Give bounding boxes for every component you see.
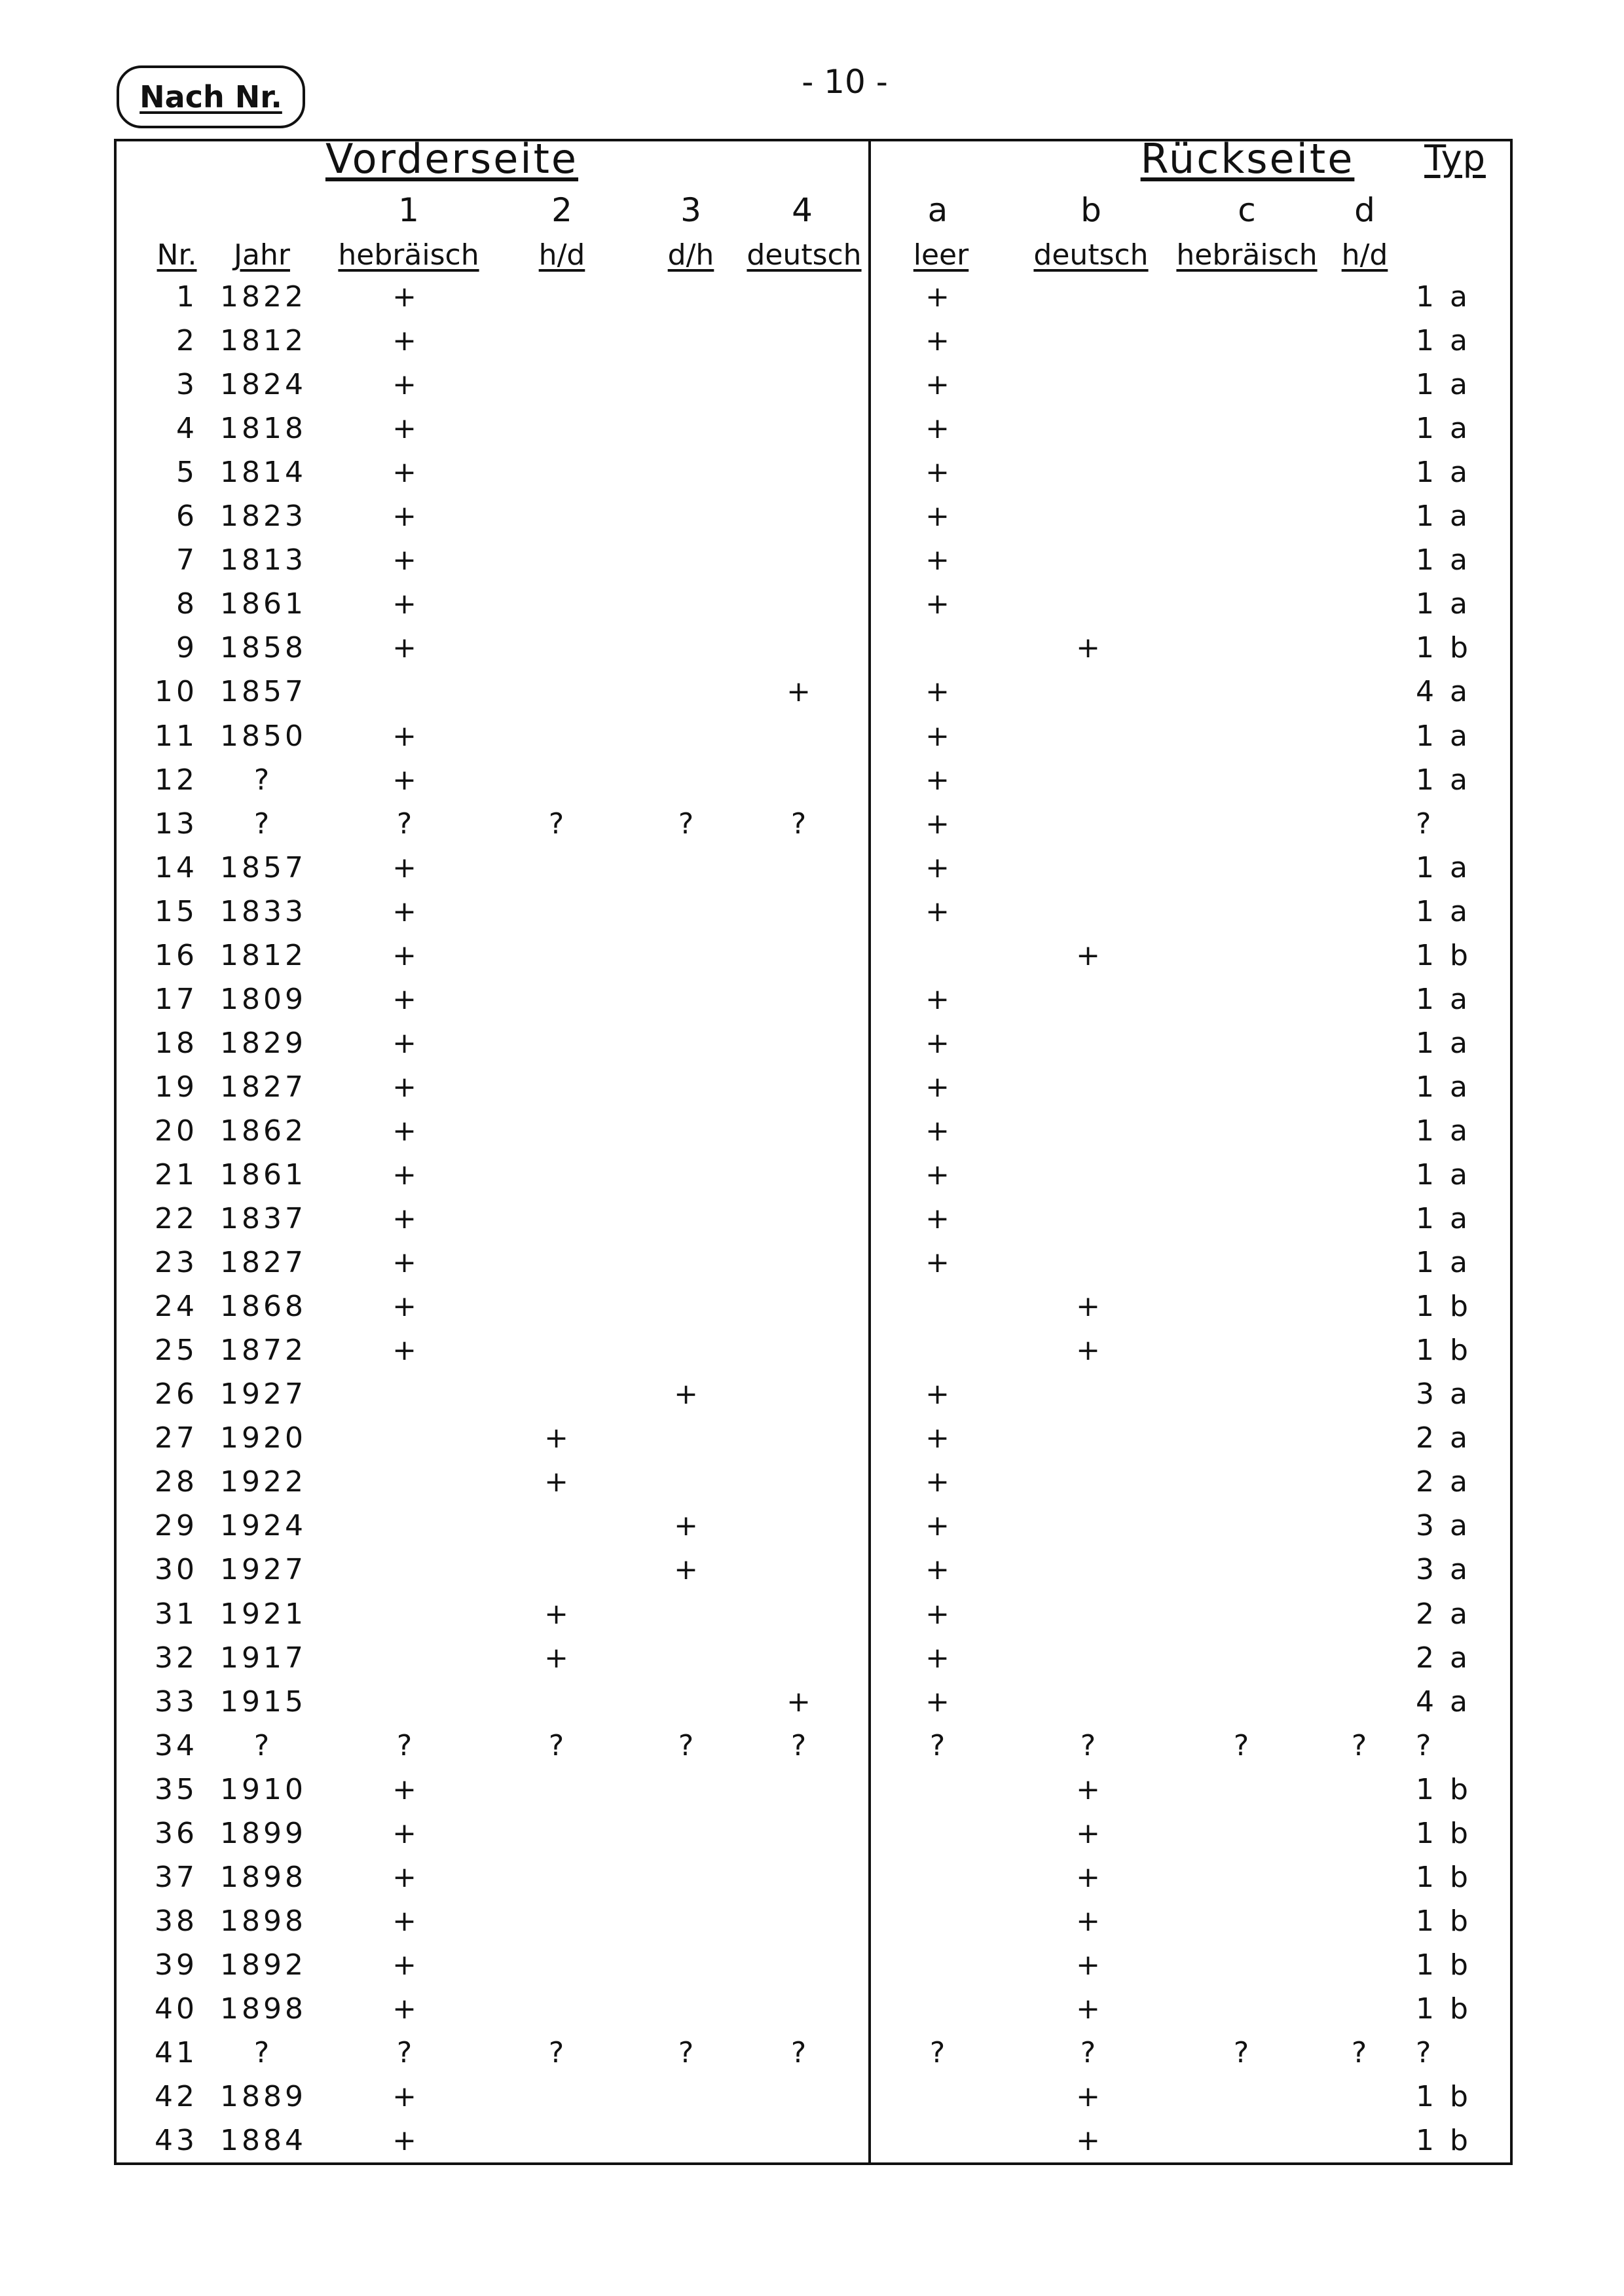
cell-nr: 29 <box>155 1509 198 1543</box>
cell-nr: 38 <box>155 1904 198 1938</box>
cell-typ: 2 a <box>1416 1597 1471 1631</box>
cell-nr: 15 <box>155 894 198 928</box>
cell-hebraeisch: + <box>392 500 420 534</box>
cell-nr: 25 <box>155 1334 198 1368</box>
cell-nr: 24 <box>155 1290 198 1324</box>
cell-typ: 1 a <box>1416 280 1471 314</box>
cell-leer: + <box>925 412 953 446</box>
cell-nr: 16 <box>155 938 198 972</box>
cell-typ: ? <box>1416 807 1435 841</box>
cell-hebraeisch: + <box>392 324 420 358</box>
cell-jahr: 1809 <box>220 982 306 1016</box>
cell-jahr: 1837 <box>220 1202 306 1236</box>
cell-nr: 9 <box>176 631 198 665</box>
cell-typ: 1 b <box>1416 2124 1471 2158</box>
cell-jahr: 1884 <box>220 2124 306 2158</box>
cell-hebraeisch: + <box>392 1992 420 2026</box>
cell-deutsch-back: ? <box>1080 2036 1099 2069</box>
cell-leer: + <box>925 1553 953 1587</box>
cell-jahr: 1910 <box>220 1772 306 1806</box>
header-jahr: Jahr <box>234 238 290 272</box>
cell-hebraeisch: + <box>392 543 420 577</box>
cell-jahr: 1892 <box>220 1948 306 1982</box>
cell-jahr: ? <box>253 807 273 841</box>
cell-typ: ? <box>1416 2036 1435 2069</box>
cell-typ: 3 a <box>1416 1553 1471 1587</box>
cell-typ: 1 a <box>1416 1070 1471 1104</box>
cell-typ: 1 b <box>1416 1334 1471 1368</box>
cell-hd: ? <box>548 807 568 841</box>
cell-hebraeisch: + <box>392 1334 420 1368</box>
cell-leer: ? <box>929 1728 949 1762</box>
cell-jahr: 1822 <box>220 280 306 314</box>
header-num-3: 3 <box>680 191 701 229</box>
cell-typ: 1 a <box>1416 500 1471 534</box>
cell-deutsch: ? <box>790 2036 810 2069</box>
cell-leer: + <box>925 719 953 753</box>
cell-nr: 6 <box>176 500 198 534</box>
cell-dh: ? <box>678 807 697 841</box>
cell-deutsch: ? <box>790 1728 810 1762</box>
cell-jahr: 1921 <box>220 1597 306 1631</box>
cell-dh: + <box>674 1553 701 1587</box>
cell-typ: ? <box>1416 1728 1435 1762</box>
cell-nr: 41 <box>155 2036 198 2069</box>
cell-deutsch-back: + <box>1076 631 1103 665</box>
header-typ: Typ <box>1424 137 1486 179</box>
header-letter-d: d <box>1354 191 1375 229</box>
cell-jahr: ? <box>253 763 273 797</box>
cell-leer: + <box>925 456 953 490</box>
cell-nr: 37 <box>155 1860 198 1894</box>
cell-deutsch-back: + <box>1076 1334 1103 1368</box>
header-rueckseite: Rückseite <box>1140 135 1355 183</box>
cell-jahr: 1861 <box>220 587 306 621</box>
cell-jahr: 1812 <box>220 324 306 358</box>
cell-jahr: 1814 <box>220 456 306 490</box>
cell-leer: + <box>925 500 953 534</box>
cell-jahr: 1927 <box>220 1377 306 1412</box>
cell-hebraeisch: + <box>392 1904 420 1938</box>
header-dh-front: d/h <box>667 238 714 272</box>
cell-nr: 21 <box>155 1158 198 1192</box>
cell-hebraeisch: + <box>392 631 420 665</box>
cell-deutsch-back: + <box>1076 2124 1103 2158</box>
cell-leer: + <box>925 1597 953 1631</box>
header-letter-a: a <box>927 191 948 229</box>
cell-nr: 35 <box>155 1772 198 1806</box>
cell-leer: + <box>925 982 953 1016</box>
cell-leer: + <box>925 1026 953 1060</box>
cell-nr: 39 <box>155 1948 198 1982</box>
cell-deutsch-back: + <box>1076 1948 1103 1982</box>
cell-nr: 12 <box>155 763 198 797</box>
cell-jahr: ? <box>253 1728 273 1762</box>
cell-hd-back: ? <box>1351 2036 1371 2069</box>
cell-hebraeisch: + <box>392 412 420 446</box>
cell-hebraeisch: + <box>392 719 420 753</box>
cell-nr: 30 <box>155 1553 198 1587</box>
cell-typ: 1 a <box>1416 543 1471 577</box>
cell-leer: + <box>925 1641 953 1675</box>
cell-typ: 1 b <box>1416 1772 1471 1806</box>
cell-typ: 1 a <box>1416 763 1471 797</box>
cell-typ: 1 a <box>1416 324 1471 358</box>
cell-typ: 1 a <box>1416 368 1471 402</box>
cell-nr: 22 <box>155 1202 198 1236</box>
cell-leer: + <box>925 1377 953 1412</box>
cell-nr: 40 <box>155 1992 198 2026</box>
header-leer: leer <box>913 238 969 272</box>
page-number: - 10 - <box>802 63 888 101</box>
header-hebraeisch-front: hebräisch <box>338 238 479 272</box>
cell-typ: 2 a <box>1416 1421 1471 1455</box>
cell-hebraeisch: + <box>392 1860 420 1894</box>
header-letter-c: c <box>1238 191 1256 229</box>
cell-hebraeisch: + <box>392 2124 420 2158</box>
cell-leer: + <box>925 1246 953 1280</box>
cell-nr: 32 <box>155 1641 198 1675</box>
cell-deutsch: + <box>786 675 814 709</box>
cell-jahr: 1889 <box>220 2080 306 2114</box>
cell-nr: 8 <box>176 587 198 621</box>
cell-deutsch-back: + <box>1076 1860 1103 1894</box>
cell-dh: + <box>674 1509 701 1543</box>
cell-leer: + <box>925 368 953 402</box>
cell-deutsch-back: + <box>1076 1904 1103 1938</box>
cell-dh: + <box>674 1377 701 1412</box>
cell-jahr: 1861 <box>220 1158 306 1192</box>
cell-hebraeisch: + <box>392 850 420 884</box>
cell-jahr: 1850 <box>220 719 306 753</box>
cell-hebraeisch: ? <box>396 2036 416 2069</box>
cell-nr: 14 <box>155 850 198 884</box>
cell-hebraeisch-back: ? <box>1233 1728 1253 1762</box>
cell-hd: ? <box>548 2036 568 2069</box>
cell-typ: 1 a <box>1416 719 1471 753</box>
cell-deutsch: ? <box>790 807 810 841</box>
cell-hebraeisch: + <box>392 1246 420 1280</box>
header-hebraeisch-back: hebräisch <box>1176 238 1318 272</box>
cell-leer: + <box>925 675 953 709</box>
cell-typ: 1 a <box>1416 982 1471 1016</box>
table-frame <box>114 139 1513 2165</box>
cell-typ: 1 b <box>1416 1290 1471 1324</box>
cell-jahr: 1857 <box>220 675 306 709</box>
cell-leer: + <box>925 1114 953 1148</box>
header-nr: Nr. <box>157 238 197 272</box>
cell-nr: 19 <box>155 1070 198 1104</box>
cell-leer: + <box>925 1070 953 1104</box>
header-num-4: 4 <box>792 191 813 229</box>
cell-jahr: 1818 <box>220 412 306 446</box>
cell-jahr: 1868 <box>220 1290 306 1324</box>
cell-hebraeisch: + <box>392 763 420 797</box>
cell-dh: ? <box>678 2036 697 2069</box>
nach-nr-badge <box>117 65 305 128</box>
cell-nr: 31 <box>155 1597 198 1631</box>
cell-typ: 1 a <box>1416 1246 1471 1280</box>
cell-deutsch-back: + <box>1076 1290 1103 1324</box>
cell-nr: 2 <box>176 324 198 358</box>
cell-deutsch-back: + <box>1076 2080 1103 2114</box>
cell-nr: 34 <box>155 1728 198 1762</box>
cell-deutsch-back: ? <box>1080 1728 1099 1762</box>
cell-hebraeisch: + <box>392 1158 420 1192</box>
cell-typ: 1 a <box>1416 894 1471 928</box>
cell-leer: + <box>925 1685 953 1719</box>
cell-jahr: 1898 <box>220 1904 306 1938</box>
cell-leer: + <box>925 1421 953 1455</box>
cell-hebraeisch: ? <box>396 807 416 841</box>
cell-jahr: 1829 <box>220 1026 306 1060</box>
cell-leer: ? <box>929 2036 949 2069</box>
cell-nr: 27 <box>155 1421 198 1455</box>
header-vorderseite: Vorderseite <box>325 135 579 183</box>
cell-nr: 3 <box>176 368 198 402</box>
header-letter-b: b <box>1080 191 1101 229</box>
header-num-1: 1 <box>398 191 419 229</box>
cell-jahr: 1827 <box>220 1246 306 1280</box>
cell-typ: 2 a <box>1416 1465 1471 1499</box>
cell-hebraeisch: + <box>392 280 420 314</box>
cell-nr: 17 <box>155 982 198 1016</box>
cell-jahr: 1899 <box>220 1816 306 1850</box>
cell-typ: 1 a <box>1416 1202 1471 1236</box>
cell-dh: ? <box>678 1728 697 1762</box>
cell-typ: 1 b <box>1416 1948 1471 1982</box>
cell-jahr: 1917 <box>220 1641 306 1675</box>
cell-jahr: ? <box>253 2036 273 2069</box>
cell-jahr: 1927 <box>220 1553 306 1587</box>
cell-nr: 11 <box>155 719 198 753</box>
cell-leer: + <box>925 543 953 577</box>
cell-jahr: 1812 <box>220 938 306 972</box>
cell-hebraeisch: + <box>392 1114 420 1148</box>
cell-hebraeisch: + <box>392 1070 420 1104</box>
cell-deutsch-back: + <box>1076 1772 1103 1806</box>
cell-jahr: 1915 <box>220 1685 306 1719</box>
cell-typ: 1 b <box>1416 1904 1471 1938</box>
cell-hd-back: ? <box>1351 1728 1371 1762</box>
cell-deutsch-back: + <box>1076 1992 1103 2026</box>
cell-hebraeisch: + <box>392 1026 420 1060</box>
cell-nr: 20 <box>155 1114 198 1148</box>
cell-typ: 1 a <box>1416 1114 1471 1148</box>
cell-nr: 33 <box>155 1685 198 1719</box>
cell-nr: 28 <box>155 1465 198 1499</box>
cell-jahr: 1898 <box>220 1992 306 2026</box>
cell-hebraeisch: + <box>392 938 420 972</box>
cell-nr: 7 <box>176 543 198 577</box>
cell-jahr: 1922 <box>220 1465 306 1499</box>
header-hd-front: h/d <box>538 238 585 272</box>
cell-typ: 1 b <box>1416 1992 1471 2026</box>
cell-typ: 1 a <box>1416 587 1471 621</box>
cell-jahr: 1827 <box>220 1070 306 1104</box>
cell-hebraeisch: + <box>392 894 420 928</box>
cell-leer: + <box>925 850 953 884</box>
cell-leer: + <box>925 1465 953 1499</box>
cell-hd: ? <box>548 1728 568 1762</box>
cell-jahr: 1924 <box>220 1509 306 1543</box>
cell-typ: 1 a <box>1416 1026 1471 1060</box>
cell-hebraeisch: + <box>392 368 420 402</box>
cell-hd: + <box>544 1421 572 1455</box>
cell-jahr: 1872 <box>220 1334 306 1368</box>
cell-typ: 1 a <box>1416 1158 1471 1192</box>
cell-leer: + <box>925 807 953 841</box>
cell-hebraeisch: + <box>392 1202 420 1236</box>
cell-leer: + <box>925 763 953 797</box>
header-hd-back: h/d <box>1341 238 1388 272</box>
badge-label: Nach Nr. <box>139 79 282 115</box>
cell-jahr: 1833 <box>220 894 306 928</box>
cell-hd: + <box>544 1641 572 1675</box>
cell-nr: 23 <box>155 1246 198 1280</box>
cell-leer: + <box>925 1509 953 1543</box>
cell-jahr: 1813 <box>220 543 306 577</box>
cell-typ: 4 a <box>1416 1685 1471 1719</box>
cell-hebraeisch: + <box>392 1948 420 1982</box>
cell-hd: + <box>544 1465 572 1499</box>
cell-hebraeisch: + <box>392 587 420 621</box>
cell-jahr: 1823 <box>220 500 306 534</box>
cell-typ: 1 b <box>1416 938 1471 972</box>
cell-leer: + <box>925 1202 953 1236</box>
cell-nr: 42 <box>155 2080 198 2114</box>
cell-typ: 3 a <box>1416 1377 1471 1412</box>
cell-nr: 36 <box>155 1816 198 1850</box>
cell-typ: 1 b <box>1416 1816 1471 1850</box>
cell-leer: + <box>925 894 953 928</box>
cell-jahr: 1857 <box>220 850 306 884</box>
cell-deutsch: + <box>786 1685 814 1719</box>
cell-jahr: 1824 <box>220 368 306 402</box>
cell-typ: 1 a <box>1416 456 1471 490</box>
cell-nr: 43 <box>155 2124 198 2158</box>
cell-typ: 3 a <box>1416 1509 1471 1543</box>
cell-hebraeisch: ? <box>396 1728 416 1762</box>
cell-typ: 1 b <box>1416 631 1471 665</box>
cell-typ: 2 a <box>1416 1641 1471 1675</box>
cell-nr: 5 <box>176 456 198 490</box>
cell-hebraeisch: + <box>392 1290 420 1324</box>
cell-hd: + <box>544 1597 572 1631</box>
cell-nr: 4 <box>176 412 198 446</box>
cell-typ: 1 b <box>1416 1860 1471 1894</box>
cell-deutsch-back: + <box>1076 938 1103 972</box>
header-deutsch-front: deutsch <box>747 238 862 272</box>
cell-jahr: 1898 <box>220 1860 306 1894</box>
cell-hebraeisch: + <box>392 456 420 490</box>
cell-jahr: 1920 <box>220 1421 306 1455</box>
cell-nr: 1 <box>176 280 198 314</box>
cell-leer: + <box>925 1158 953 1192</box>
cell-leer: + <box>925 280 953 314</box>
cell-hebraeisch: + <box>392 982 420 1016</box>
cell-deutsch-back: + <box>1076 1816 1103 1850</box>
cell-hebraeisch: + <box>392 1772 420 1806</box>
cell-nr: 13 <box>155 807 198 841</box>
cell-hebraeisch: + <box>392 1816 420 1850</box>
cell-jahr: 1862 <box>220 1114 306 1148</box>
cell-typ: 4 a <box>1416 675 1471 709</box>
header-num-2: 2 <box>551 191 572 229</box>
cell-jahr: 1858 <box>220 631 306 665</box>
cell-nr: 18 <box>155 1026 198 1060</box>
cell-hebraeisch: + <box>392 2080 420 2114</box>
cell-typ: 1 a <box>1416 850 1471 884</box>
header-deutsch-back: deutsch <box>1033 238 1149 272</box>
cell-leer: + <box>925 587 953 621</box>
cell-nr: 26 <box>155 1377 198 1412</box>
cell-leer: + <box>925 324 953 358</box>
front-back-divider <box>868 139 871 2165</box>
cell-typ: 1 b <box>1416 2080 1471 2114</box>
cell-nr: 10 <box>155 675 198 709</box>
cell-typ: 1 a <box>1416 412 1471 446</box>
cell-hebraeisch-back: ? <box>1233 2036 1253 2069</box>
